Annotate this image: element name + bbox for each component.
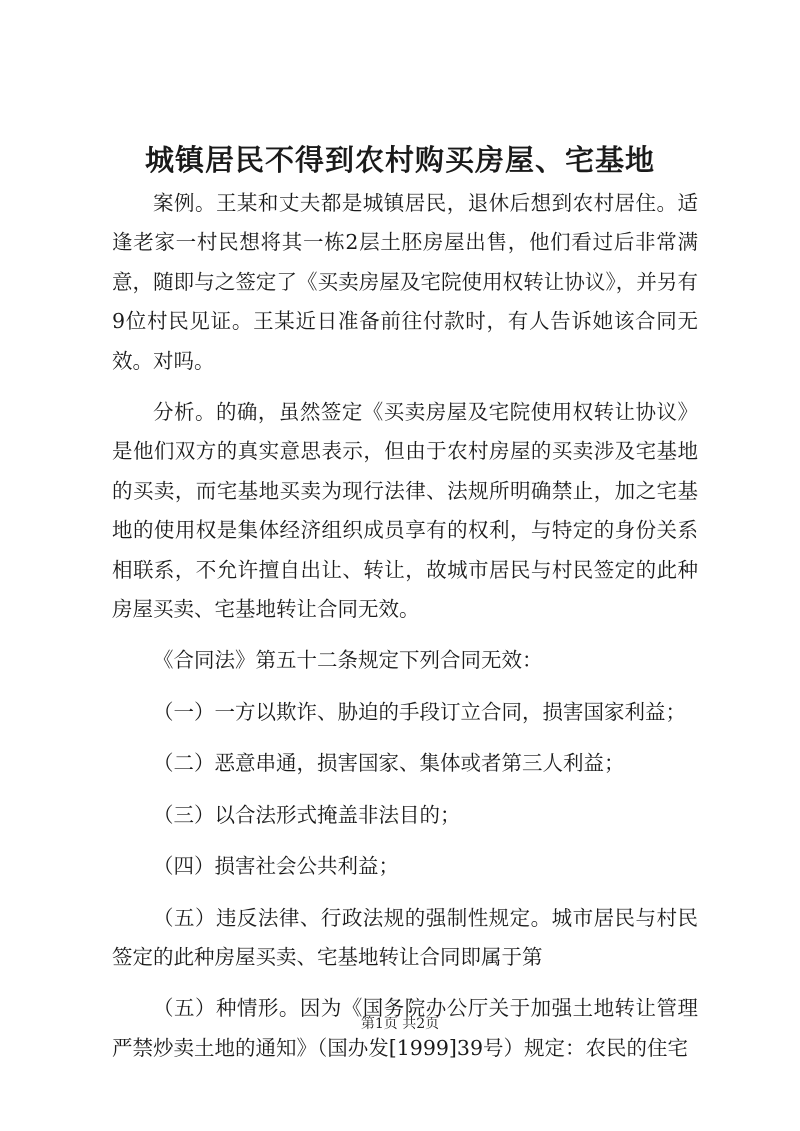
document-title: 城镇居民不得到农村购买房屋、宅基地 xyxy=(144,143,655,177)
paragraph-item-5: （五）违反法律、行政法规的强制性规定。城市居民与村民签定的此种房屋买卖、宅基地转让合同即属于第 xyxy=(112,905,698,969)
paragraph-contract-law: 《合同法》第五十二条规定下列合同无效： xyxy=(153,648,543,673)
paragraph-item-4: （四）损害社会公共利益； xyxy=(153,854,399,879)
paragraph-item-1: （一）一方以欺诈、胁迫的手段订立合同，损害国家利益； xyxy=(153,699,686,724)
paragraph-item-2: （二）恶意串通，损害国家、集体或者第三人利益； xyxy=(153,751,625,776)
paragraph-case: 案例。王某和丈夫都是城镇居民，退休后想到农村居住。适逢老家一村民想将其一栋2层土胚房屋出售，他们看过后非常满意，随即与之签定了《买卖房屋及宅院使用权转让协议》，并另有9位村民见证。王某近日准备前往付款时，有人告诉她该合同无效。对吗。 xyxy=(112,191,698,373)
paragraph-analysis: 分析。的确，虽然签定《买卖房屋及宅院使用权转让协议》是他们双方的真实意思表示，但由于农村房屋的买卖涉及宅基地的买卖，而宅基地买卖为现行法律、法规所明确禁止，加之宅基地的使用权是集体经济组织成员享有的权利，与特定的身份关系相联系，不允许擅自出让、转让，故城市居民与村民签定的此种房屋买卖、宅基地转让合同无效。 xyxy=(112,400,698,622)
document-body xyxy=(112,184,698,1080)
page-footer: 第1页 共2页 xyxy=(360,1016,440,1032)
paragraph-item-5-continued: （五）种情形。因为《国务院办公厅关于加强土地转让管理严禁炒卖土地的通知》（国办发[1999]39号）规定：农民的住宅 xyxy=(112,996,698,1060)
paragraph-item-3: （三）以合法形式掩盖非法目的； xyxy=(153,802,461,827)
